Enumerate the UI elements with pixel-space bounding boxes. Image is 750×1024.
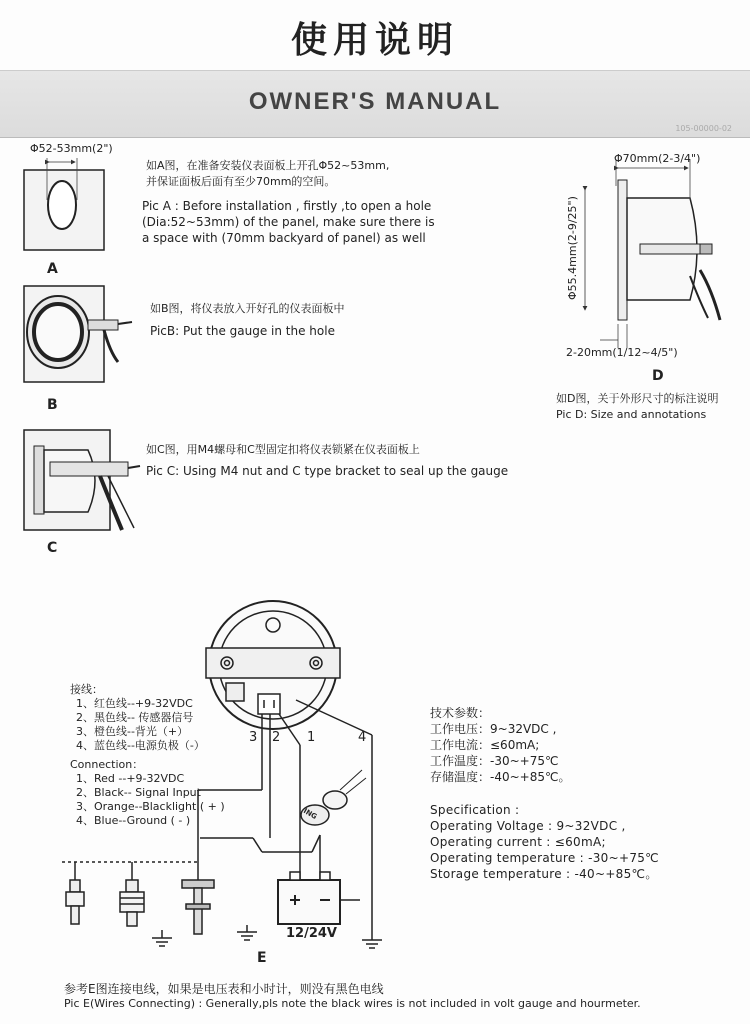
tech-en-item: Operating current : ≤60mA; (430, 835, 606, 849)
pic-a-cn-text: 如A图，在准备安装仪表面板上开孔Φ52~53mm, 并保证面板后面有至少70mm的空间。 (146, 159, 390, 188)
pic-d-width: Φ70mm(2-3/4") (614, 152, 701, 165)
footer-cn-text: 参考E图连接电线，如果是电压表和小时计，则没有黑色电线 (64, 982, 384, 996)
wiring-cn-item: 3、橙色线--背光（+） (76, 725, 189, 738)
wire-number-2: 2 (272, 730, 281, 745)
pic-b-cn-text: 如B图，将仪表放入开好孔的仪表面板中 (150, 302, 345, 315)
pic-d-cn-text: 如D图，关于外形尺寸的标注说明 (556, 392, 719, 405)
pic-e-label: E (257, 950, 267, 966)
pic-d-label: D (652, 368, 664, 384)
pic-d-depth: 2-20mm(1/12~4/5") (566, 346, 678, 359)
pic-a-dimension: Φ52-53mm(2") (30, 142, 113, 155)
tech-en-item: Storage temperature : -40~+85℃。 (430, 867, 658, 881)
tech-cn-item: 工作温度：-30~+75℃ (430, 754, 559, 768)
pic-b-drawing (24, 286, 132, 382)
pic-d-drawing (585, 160, 720, 348)
wire-number-4: 4 (358, 730, 367, 745)
ignition-switch-label: ING (301, 806, 319, 822)
wiring-en-item: 4、Blue--Ground ( - ) (76, 814, 191, 827)
wiring-cn-item: 1、红色线--+9-32VDC (76, 697, 193, 710)
page-title: OWNER'S MANUAL (248, 88, 502, 115)
pic-a-en-text: Pic A : Before installation , firstly ,to open a hole (Dia:52~53mm) of the panel, make sure there is a space with (70mm backyard of panel) as well (142, 199, 435, 245)
tech-en-heading: Specification : (430, 803, 520, 817)
tech-cn-item: 工作电流：≤60mA; (430, 738, 540, 752)
wiring-en-item: 1、Red --+9-32VDC (76, 772, 185, 785)
document-code: 105-00000-02 (675, 124, 732, 133)
pic-a-drawing (24, 158, 104, 250)
wiring-cn-item: 4、蓝色线--电源负极（-） (76, 739, 205, 752)
pic-c-en-text: Pic C: Using M4 nut and C type bracket to seal up the gauge (146, 464, 509, 478)
tech-params-cn (430, 705, 570, 785)
wire-number-3: 3 (249, 730, 258, 745)
specification-en (430, 802, 659, 882)
pic-d-height: Φ55.4mm(2-9/25") (566, 196, 579, 300)
wiring-en-heading: Connection： (70, 758, 144, 771)
pic-b-label: B (47, 397, 58, 413)
wiring-en-item: 3、Orange--Blacklight ( + ) (76, 800, 225, 813)
footer-en-text: Pic E(Wires Connecting) : Generally,pls note the black wires is not included in volt gauge and hourmeter. (64, 997, 641, 1010)
battery-label: 12/24V (286, 926, 337, 941)
pic-c-drawing (24, 430, 140, 530)
pic-d-en-text: Pic D: Size and annotations (556, 408, 707, 421)
wire-number-1: 1 (307, 730, 316, 745)
tech-cn-heading: 技术参数： (430, 706, 491, 720)
wiring-en-item: 2、Black-- Signal Input (76, 786, 201, 799)
pic-a-label: A (47, 261, 58, 277)
pic-c-cn-text: 如C图，用M4螺母和C型固定扣将仪表锁紧在仪表面板上 (146, 443, 420, 456)
page-title-cn: 使用说明 (290, 20, 459, 61)
tech-cn-item: 存储温度：-40~+85℃。 (430, 770, 571, 784)
tech-en-item: Operating Voltage : 9~32VDC , (430, 819, 626, 833)
tech-cn-item: 工作电压：9~32VDC , (430, 722, 557, 736)
pic-b-en-text: PicB: Put the gauge in the hole (150, 324, 335, 338)
tech-en-item: Operating temperature : -30~+75℃ (430, 851, 659, 865)
wiring-cn (70, 683, 205, 753)
wiring-cn-item: 2、黑色线-- 传感器信号 (76, 711, 194, 724)
wiring-cn-heading: 接线： (70, 683, 103, 696)
wiring-en (70, 758, 225, 828)
pic-c-label: C (47, 540, 58, 556)
